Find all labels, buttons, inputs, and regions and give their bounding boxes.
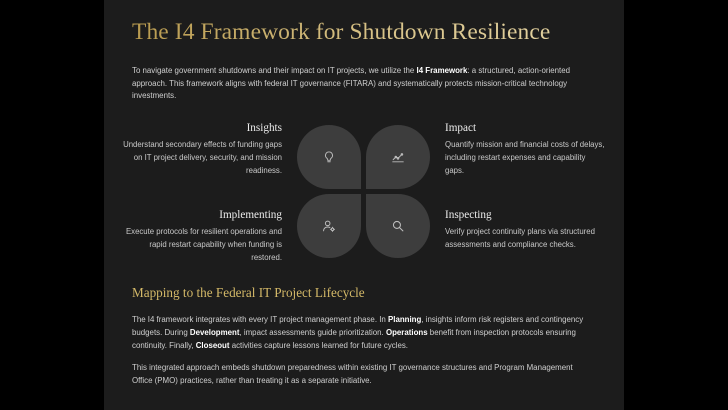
inspecting-text: Verify project continuity plans via structured assessments and compliance checks.: [445, 227, 595, 249]
intro-text-2: : a structured, action-oriented approach. This framework aligns with federal IT governance (FITARA) and systematically protects mission-critical technology investments.: [132, 66, 571, 101]
integration-paragraph: This integrated approach embeds shutdown preparedness within existing IT governance structures and Program Management Office (PMO) practices, rather than treating it as a separate initiative.: [132, 363, 573, 385]
lifecycle-text-4: benefit from inspection protocols ensuring continuity. Finally,: [132, 327, 576, 350]
magnifier-icon: [391, 219, 405, 233]
closeout-term: Closeout: [195, 340, 230, 350]
insights-petal: [297, 125, 361, 189]
lifecycle-heading: Mapping to the Federal IT Project Lifecycle: [132, 285, 365, 300]
insights-block: [118, 121, 282, 177]
user-gear-icon: [322, 219, 336, 233]
insights-text: Understand secondary effects of funding gaps on IT project delivery, security, and mission readiness.: [123, 140, 282, 175]
insights-heading: Insights: [246, 122, 282, 134]
lifecycle-paragraph: [132, 314, 588, 352]
intro-text-1: To navigate government shutdowns and their impact on IT projects, we utilize the: [132, 66, 417, 75]
lifecycle-text-3: , impact assessments guide prioritization.: [239, 327, 386, 337]
operations-term: Operations: [385, 327, 428, 337]
lightbulb-icon: [322, 150, 336, 164]
lifecycle-text-1: The I4 framework integrates with every IT project management phase. In: [132, 315, 388, 324]
slide: [104, 0, 624, 410]
impact-petal: [366, 125, 430, 189]
implementing-text: Execute protocols for resilient operations and rapid restart capability when funding is restored.: [125, 227, 282, 262]
impact-block: [445, 121, 605, 177]
intro-bold-framework: I4 Framework: [416, 66, 468, 75]
development-term: Development: [189, 327, 240, 337]
implementing-heading: Implementing: [219, 209, 282, 221]
lifecycle-text-5: activities capture lessons learned for future cycles.: [229, 340, 408, 350]
lifecycle-text-2: , insights inform risk registers and contingency budgets. During: [132, 315, 584, 337]
i4-petal-diagram: [297, 125, 431, 259]
intro-paragraph: [132, 65, 580, 103]
inspecting-petal: [366, 194, 430, 258]
impact-text: Quantify mission and financial costs of delays, including restart expenses and capability gaps.: [445, 140, 605, 175]
implementing-block: [118, 208, 282, 264]
inspecting-heading: Inspecting: [445, 209, 492, 221]
impact-heading: Impact: [445, 122, 477, 134]
inspecting-block: [445, 208, 607, 252]
planning-term: Planning: [387, 315, 422, 324]
implementing-petal: [297, 194, 361, 258]
page-title: The I4 Framework for Shutdown Resilience: [132, 19, 602, 46]
chart-line-icon: [391, 150, 405, 164]
